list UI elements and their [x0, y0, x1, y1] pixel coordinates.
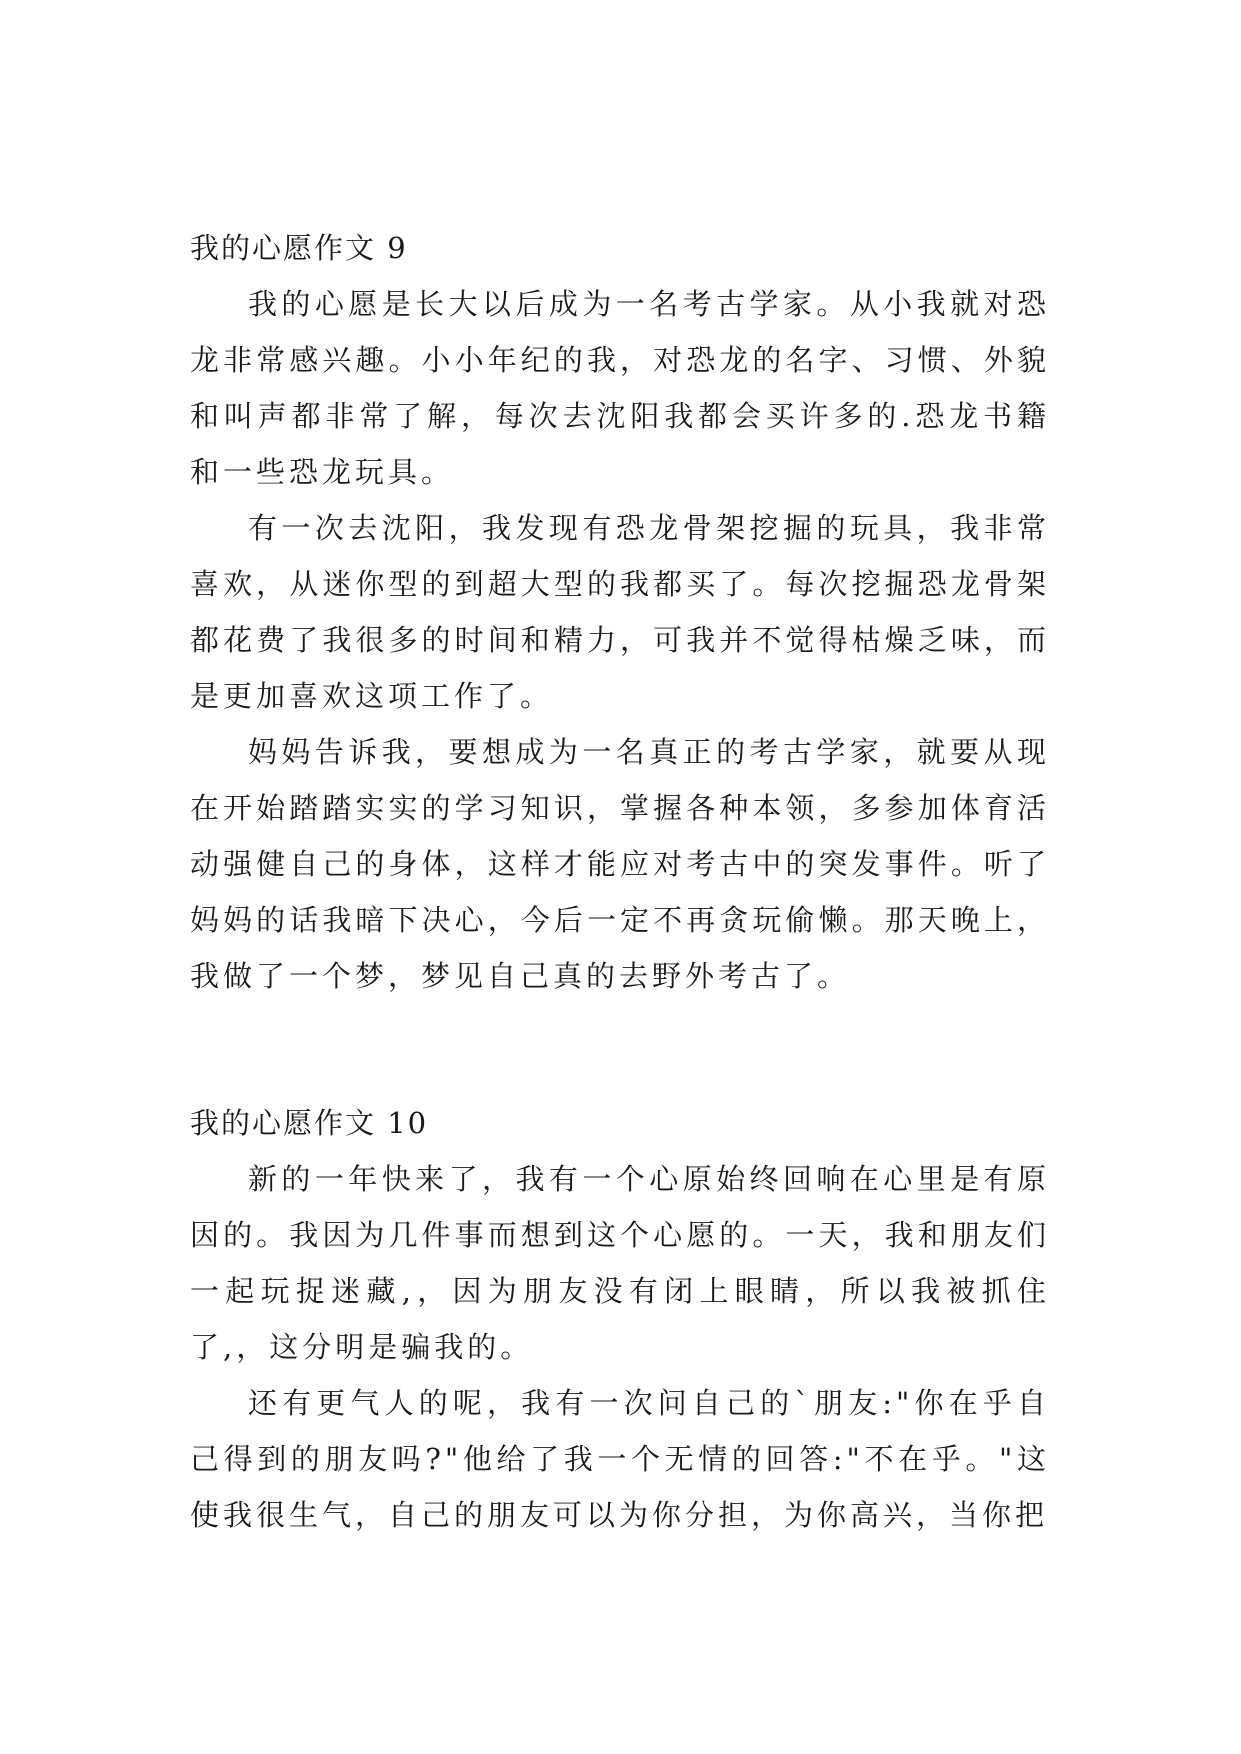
section-heading: 我的心愿作文 9	[190, 231, 408, 265]
paragraph: 还有更气人的呢，我有一次问自己的`朋友:"你在乎自己得到的朋友吗?"他给了我一个无情的回答:"不在乎。"这使我很生气，自己的朋友可以为你分担，为你高兴，当你把	[190, 1386, 1050, 1532]
paragraph: 有一次去沈阳，我发现有恐龙骨架挖掘的玩具，我非常喜欢，从迷你型的到超大型的我都买了。每次挖掘恐龙骨架都花费了我很多的时间和精力，可我并不觉得枯燥乏味，而是更加喜欢这项工作了。	[190, 511, 1050, 713]
section-heading: 我的心愿作文 10	[190, 1106, 429, 1140]
essay-section-10	[190, 1095, 1050, 1543]
paragraph: 我的心愿是长大以后成为一名考古学家。从小我就对恐龙非常感兴趣。小小年纪的我，对恐龙的名字、习惯、外貌和叫声都非常了解，每次去沈阳我都会买许多的.恐龙书籍和一些恐龙玩具。	[190, 287, 1050, 489]
essay-section-9	[190, 220, 1050, 1004]
paragraph: 新的一年快来了，我有一个心原始终回响在心里是有原因的。我因为几件事而想到这个心愿的。一天，我和朋友们一起玩捉迷藏,，因为朋友没有闭上眼睛，所以我被抓住了,，这分明是骗我的。	[190, 1162, 1050, 1364]
paragraph: 妈妈告诉我，要想成为一名真正的考古学家，就要从现在开始踏踏实实的学习知识，掌握各种本领，多参加体育活动强健自己的身体，这样才能应对考古中的突发事件。听了妈妈的话我暗下决心，今后一定不再贪玩偷懒。那天晚上，我做了一个梦，梦见自己真的去野外考古了。	[190, 735, 1050, 993]
